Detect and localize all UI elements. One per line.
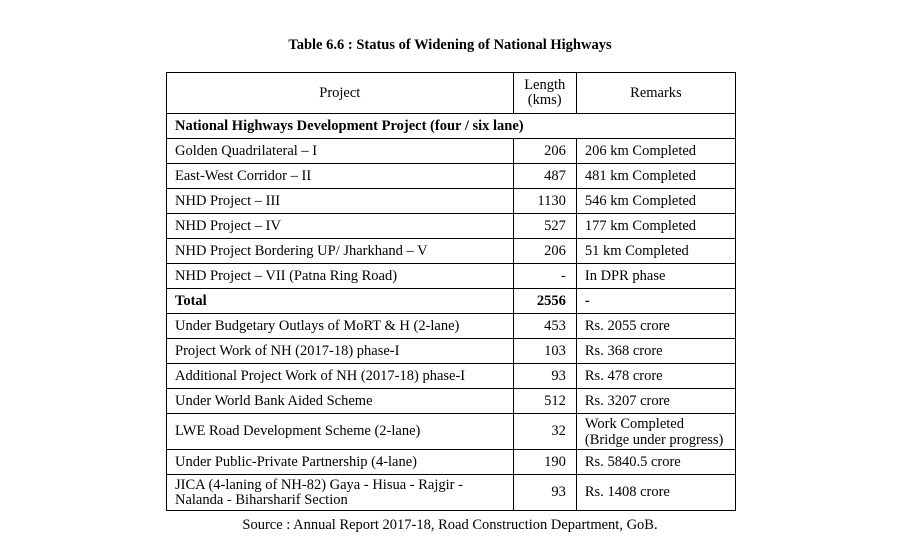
length-cell: 93 xyxy=(513,475,576,511)
project-line1: JICA (4-laning of NH-82) Gaya - Hisua - Rajgir - xyxy=(175,476,463,493)
header-length xyxy=(513,73,576,114)
project-cell: NHD Project – IV xyxy=(167,214,514,239)
section-row xyxy=(167,114,736,139)
length-cell: 190 xyxy=(513,450,576,475)
remarks-cell: Rs. 478 crore xyxy=(576,364,735,389)
project-cell: NHD Project Bordering UP/ Jharkhand – V xyxy=(167,239,514,264)
length-cell: 206 xyxy=(513,139,576,164)
total-length: 2556 xyxy=(513,289,576,314)
remarks-cell: Rs. 1408 crore xyxy=(576,475,735,511)
project-cell: LWE Road Development Scheme (2-lane) xyxy=(167,414,514,450)
remarks-line1: Work Completed xyxy=(584,415,684,432)
remarks-cell: 206 km Completed xyxy=(576,139,735,164)
table-row xyxy=(167,189,736,214)
table-row xyxy=(167,239,736,264)
project-cell: Additional Project Work of NH (2017-18) phase-I xyxy=(167,364,514,389)
table-row xyxy=(167,414,736,450)
header-remarks: Remarks xyxy=(576,73,735,114)
length-cell: 103 xyxy=(513,339,576,364)
table-row xyxy=(167,364,736,389)
table-row xyxy=(167,214,736,239)
table-row xyxy=(167,314,736,339)
header-length-line2: (kms) xyxy=(527,92,562,108)
remarks-cell: Rs. 3207 crore xyxy=(576,389,735,414)
remarks-cell: Rs. 368 crore xyxy=(576,339,735,364)
header-project: Project xyxy=(167,73,514,114)
length-cell: 487 xyxy=(513,164,576,189)
table-row xyxy=(167,389,736,414)
header-length-line1: Length xyxy=(524,77,566,93)
length-cell: 453 xyxy=(513,314,576,339)
project-cell: Golden Quadrilateral – I xyxy=(167,139,514,164)
total-label: Total xyxy=(167,289,514,314)
remarks-cell: Rs. 5840.5 crore xyxy=(576,450,735,475)
length-cell: 1130 xyxy=(513,189,576,214)
total-remarks: - xyxy=(576,289,735,314)
length-cell: 93 xyxy=(513,364,576,389)
remarks-cell: 177 km Completed xyxy=(576,214,735,239)
total-row xyxy=(167,289,736,314)
project-cell: Under Public-Private Partnership (4-lane) xyxy=(167,450,514,475)
length-cell: 206 xyxy=(513,239,576,264)
project-line2: Nalanda - Biharsharif Section xyxy=(175,491,348,508)
table-title: Table 6.6 : Status of Widening of National Highways xyxy=(288,37,612,53)
length-cell: 32 xyxy=(513,414,576,450)
table-row xyxy=(167,339,736,364)
project-cell xyxy=(167,475,514,511)
table-row xyxy=(167,164,736,189)
remarks-cell: 481 km Completed xyxy=(576,164,735,189)
table-row xyxy=(167,450,736,475)
project-cell: Under Budgetary Outlays of MoRT & H (2-lane) xyxy=(167,314,514,339)
length-cell: 527 xyxy=(513,214,576,239)
project-cell: NHD Project – VII (Patna Ring Road) xyxy=(167,264,514,289)
project-cell: East-West Corridor – II xyxy=(167,164,514,189)
remarks-cell xyxy=(576,414,735,450)
highways-widening-table xyxy=(166,72,736,511)
remarks-cell: In DPR phase xyxy=(576,264,735,289)
table-row xyxy=(167,139,736,164)
remarks-cell: 546 km Completed xyxy=(576,189,735,214)
project-cell: NHD Project – III xyxy=(167,189,514,214)
remarks-cell: 51 km Completed xyxy=(576,239,735,264)
length-cell: - xyxy=(513,264,576,289)
length-cell: 512 xyxy=(513,389,576,414)
project-cell: Project Work of NH (2017-18) phase-I xyxy=(167,339,514,364)
table-row xyxy=(167,475,736,511)
remarks-cell: Rs. 2055 crore xyxy=(576,314,735,339)
table-row xyxy=(167,264,736,289)
header-row xyxy=(167,73,736,114)
remarks-line2: (Bridge under progress) xyxy=(584,431,724,448)
source-note: Source : Annual Report 2017-18, Road Construction Department, GoB. xyxy=(242,517,658,533)
section-heading: National Highways Development Project (four / six lane) xyxy=(167,114,736,139)
project-cell: Under World Bank Aided Scheme xyxy=(167,389,514,414)
